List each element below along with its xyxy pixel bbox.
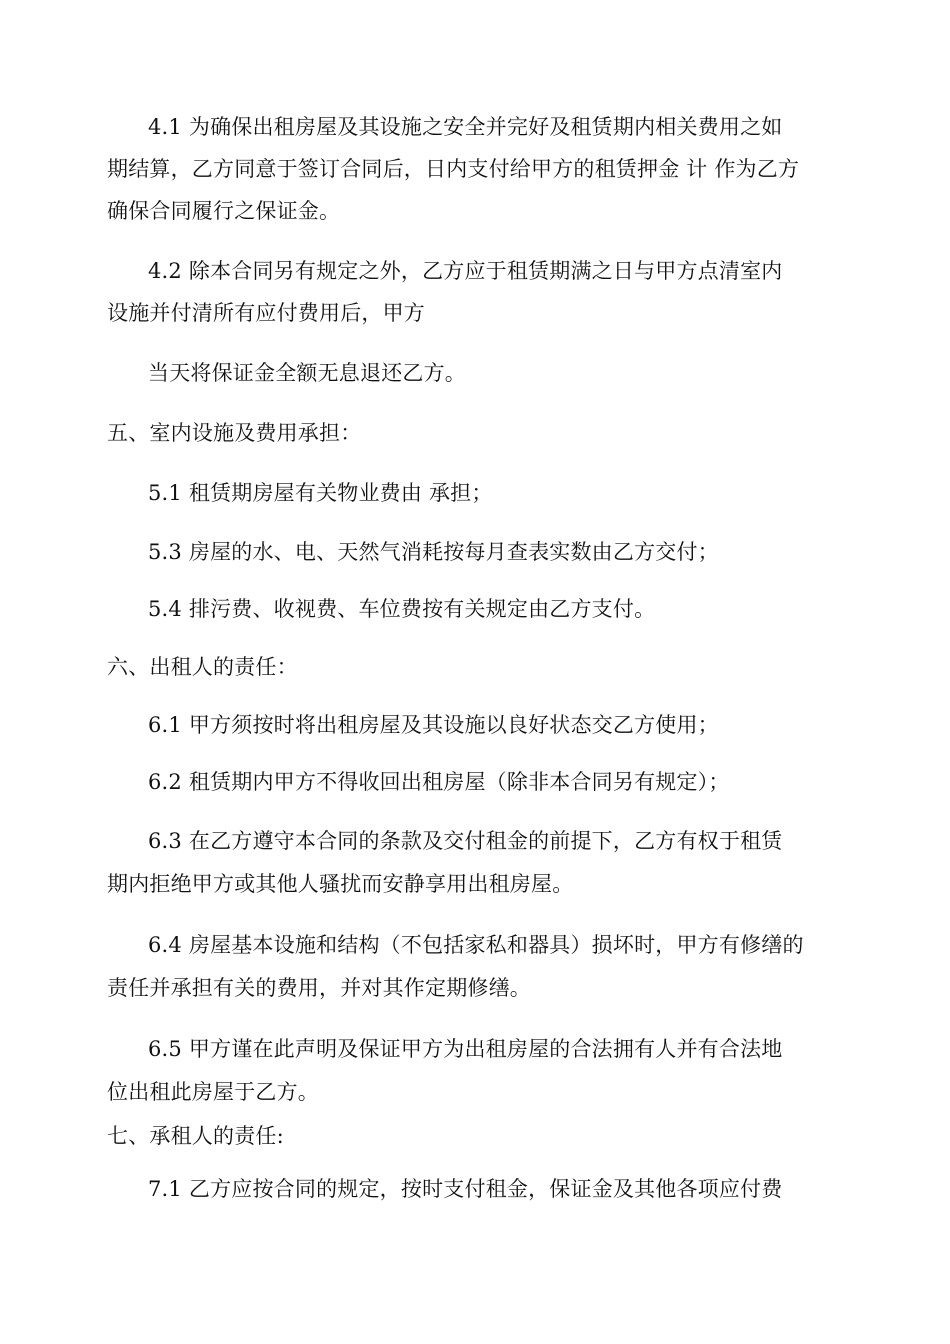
- clause-6-3-line-1: 6.3 在乙方遵守本合同的条款及交付租金的前提下，乙方有权于租赁: [148, 829, 783, 853]
- paragraph-4-2-line-1: 4.2 除本合同另有规定之外，乙方应于租赁期满之日与甲方点清室内: [148, 259, 783, 283]
- clause-6-3-line-2: 期内拒绝甲方或其他人骚扰而安静享用出租房屋。: [107, 872, 574, 896]
- clause-5-4: 5.4 排污费、收视费、车位费按有关规定由乙方支付。: [148, 597, 656, 621]
- paragraph-4-2-line-3: 当天将保证金全额无息退还乙方。: [148, 361, 466, 385]
- clause-6-1: 6.1 甲方须按时将出租房屋及其设施以良好状态交乙方使用；: [148, 713, 719, 737]
- paragraph-4-1-line-3: 确保合同履行之保证金。: [107, 199, 341, 223]
- clause-7-1-line-1: 7.1 乙方应按合同的规定，按时支付租金，保证金及其他各项应付费: [148, 1177, 783, 1201]
- clause-6-4-line-2: 责任并承担有关的费用，并对其作定期修缮。: [107, 976, 531, 1000]
- clause-6-5-line-1: 6.5 甲方谨在此声明及保证甲方为出租房屋的合法拥有人并有合法地: [148, 1037, 783, 1061]
- clause-5-3: 5.3 房屋的水、电、天然气消耗按每月查表实数由乙方交付；: [148, 540, 719, 564]
- paragraph-4-1-line-2: 期结算，乙方同意于签订合同后，日内支付给甲方的租赁押金 计 作为乙方: [107, 157, 800, 181]
- paragraph-4-1-line-1: 4.1 为确保出租房屋及其设施之安全并完好及租赁期内相关费用之如: [148, 115, 783, 139]
- clause-6-4-line-1: 6.4 房屋基本设施和结构（不包括家私和器具）损坏时，甲方有修缮的: [148, 933, 804, 957]
- section-heading-7: 七、承租人的责任:: [107, 1124, 284, 1148]
- paragraph-4-2-line-2: 设施并付清所有应付费用后，甲方: [107, 301, 425, 325]
- clause-6-5-line-2: 位出租此房屋于乙方。: [107, 1080, 319, 1104]
- clause-5-1: 5.1 租赁期房屋有关物业费由 承担；: [148, 481, 493, 505]
- section-heading-6: 六、出租人的责任：: [107, 655, 298, 679]
- clause-6-2: 6.2 租赁期内甲方不得收回出租房屋（除非本合同另有规定）；: [148, 770, 730, 794]
- section-heading-5: 五、室内设施及费用承担：: [107, 421, 362, 445]
